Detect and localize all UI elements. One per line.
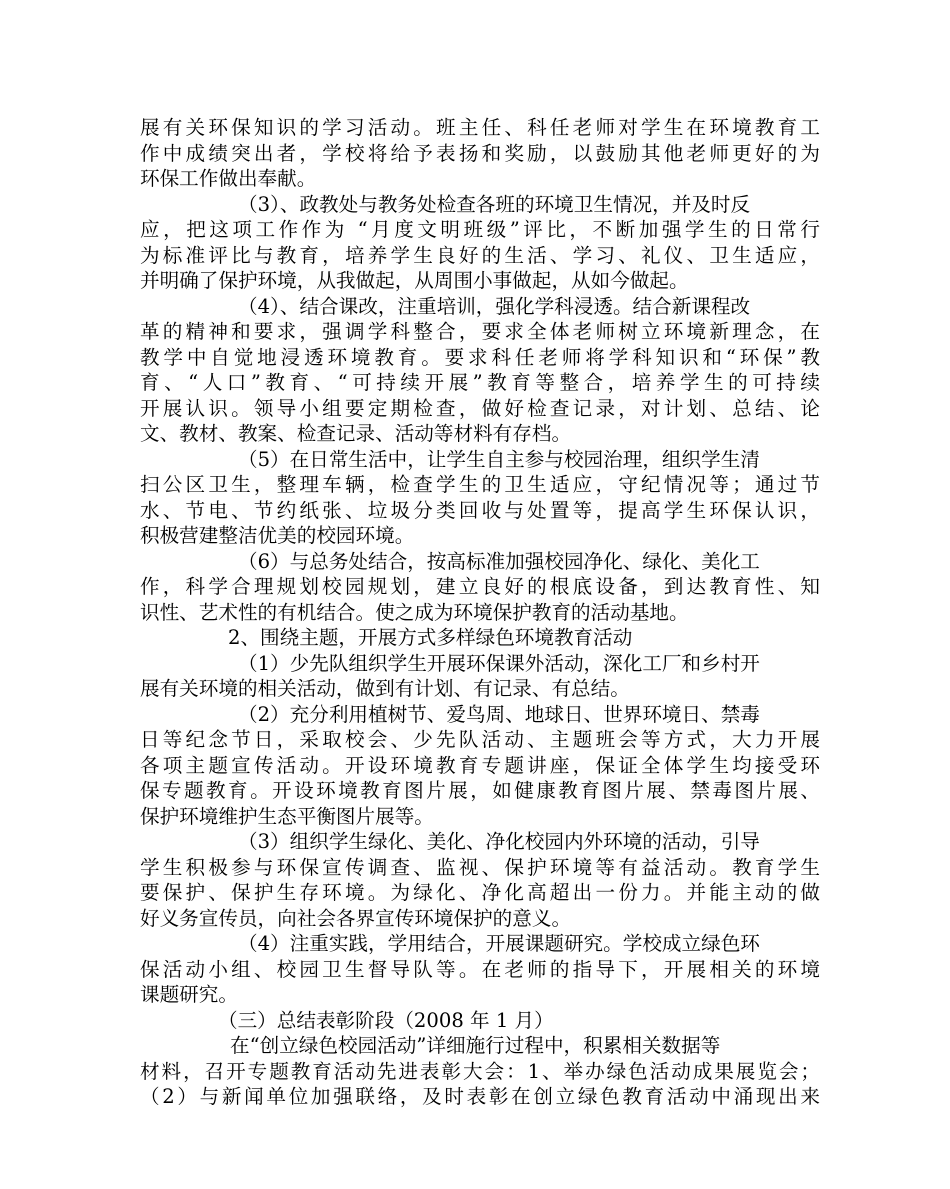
- text-line: 作中成绩突出者，学校将给予表扬和奖励，以鼓励其他老师更好的为: [140, 141, 820, 165]
- text-line: （4）注重实践，学用结合，开展课题研究。学校成立绿色环: [238, 932, 760, 955]
- text-line: 学生积极参与环保宣传调查、监视、保护环境等有益活动。教育学生: [140, 855, 820, 879]
- text-line: 并明确了保护环境，从我做起，从周围小事做起，从如今做起。: [140, 269, 689, 292]
- text-line: 材料，召开专题教育活动先进表彰大会：1、举办绿色活动成果展览会；: [140, 1059, 820, 1083]
- text-line: （3）组织学生绿化、美化、净化校园内外环境的活动，引导: [238, 830, 760, 853]
- text-line: 在“创立绿色校园活动”详细施行过程中，积累相关数据等: [230, 1034, 721, 1057]
- text-line: 作，科学合理规划校园规划，建立良好的根底设备，到达教育性、知: [140, 575, 820, 598]
- text-line: 积极营建整洁优美的校园环境。: [140, 524, 415, 547]
- text-line: （1）少先队组织学生开展环保课外活动，深化工厂和乡村开: [238, 651, 760, 675]
- document-body: [140, 115, 820, 1110]
- text-line: 为标准评比与教育，培养学生良好的生活、学习、礼仪、卫生适应，: [140, 243, 820, 267]
- text-line: 保专题教育。开设环境教育图片展，如健康教育图片展、禁毒图片展、: [140, 779, 820, 802]
- text-line: （2）充分利用植树节、爱鸟周、地球日、世界环境日、禁毒: [238, 702, 760, 726]
- text-line: 好义务宣传员，向社会各界宣传环境保护的意义。: [140, 906, 572, 930]
- text-line: 扫公区卫生，整理车辆，检查学生的卫生适应，守纪情况等；通过节: [140, 473, 820, 496]
- text-line: 育、“人口”教育、“可持续开展”教育等整合，培养学生的可持续: [140, 371, 820, 394]
- section-heading: （三）总结表彰阶段（2008 年 1 月）: [218, 1008, 554, 1032]
- text-line: 水、节电、节约纸张、垃圾分类回收与处置等，提高学生环保认识，: [140, 498, 820, 522]
- text-line: 保护环境维护生态平衡图片展等。: [140, 804, 434, 828]
- text-line: （6）与总务处结合，按高标准加强校园净化、绿化、美化工: [238, 549, 760, 573]
- text-line: 展有关环保知识的学习活动。班主任、科任老师对学生在环境教育工: [140, 116, 820, 139]
- text-line: 日等纪念节日，采取校会、少先队活动、主题班会等方式，大力开展: [140, 728, 820, 751]
- text-line: 各项主题宣传活动。开设环境教育专题讲座，保证全体学生均接受环: [140, 753, 820, 777]
- text-line: （5）在日常生活中，让学生自主参与校园治理，组织学生清: [238, 447, 760, 471]
- text-line: 保活动小组、校园卫生督导队等。在老师的指导下，开展相关的环境: [140, 957, 820, 981]
- text-line: 开展认识。领导小组要定期检查，做好检查记录，对计划、总结、论: [140, 396, 820, 420]
- text-line: （2）与新闻单位加强联络，及时表彰在创立绿色教育活动中涌现出来: [140, 1085, 820, 1108]
- text-line: 文、教材、教案、检查记录、活动等材料有存档。: [140, 422, 572, 445]
- text-line: 展有关环境的相关活动，做到有计划、有记录、有总结。: [140, 677, 630, 700]
- text-line: 应，把这项工作作为 “月度文明班级”评比，不断加强学生的日常行: [140, 218, 820, 241]
- text-line: 环保工作做出奉献。: [140, 167, 317, 190]
- section-heading: 2、围绕主题，开展方式多样绿色环境教育活动: [228, 626, 633, 649]
- text-line: 要保护、保护生存环境。为绿化、净化高超出一份力。并能主动的做: [140, 881, 820, 904]
- text-line: （3）、政教处与教务处检查各班的环境卫生情况，并及时反: [238, 192, 751, 216]
- text-line: 革的精神和要求，强调学科整合，要求全体老师树立环境新理念，在: [140, 320, 820, 343]
- text-line: 教学中自觉地浸透环境教育。要求科任老师将学科知识和“环保”教: [140, 345, 820, 369]
- text-line: 课题研究。: [140, 983, 238, 1006]
- text-line: 识性、艺术性的有机结合。使之成为环境保护教育的活动基地。: [140, 600, 689, 624]
- text-line: （4）、结合课改，注重培训，强化学科浸透。结合新课程改: [238, 294, 751, 318]
